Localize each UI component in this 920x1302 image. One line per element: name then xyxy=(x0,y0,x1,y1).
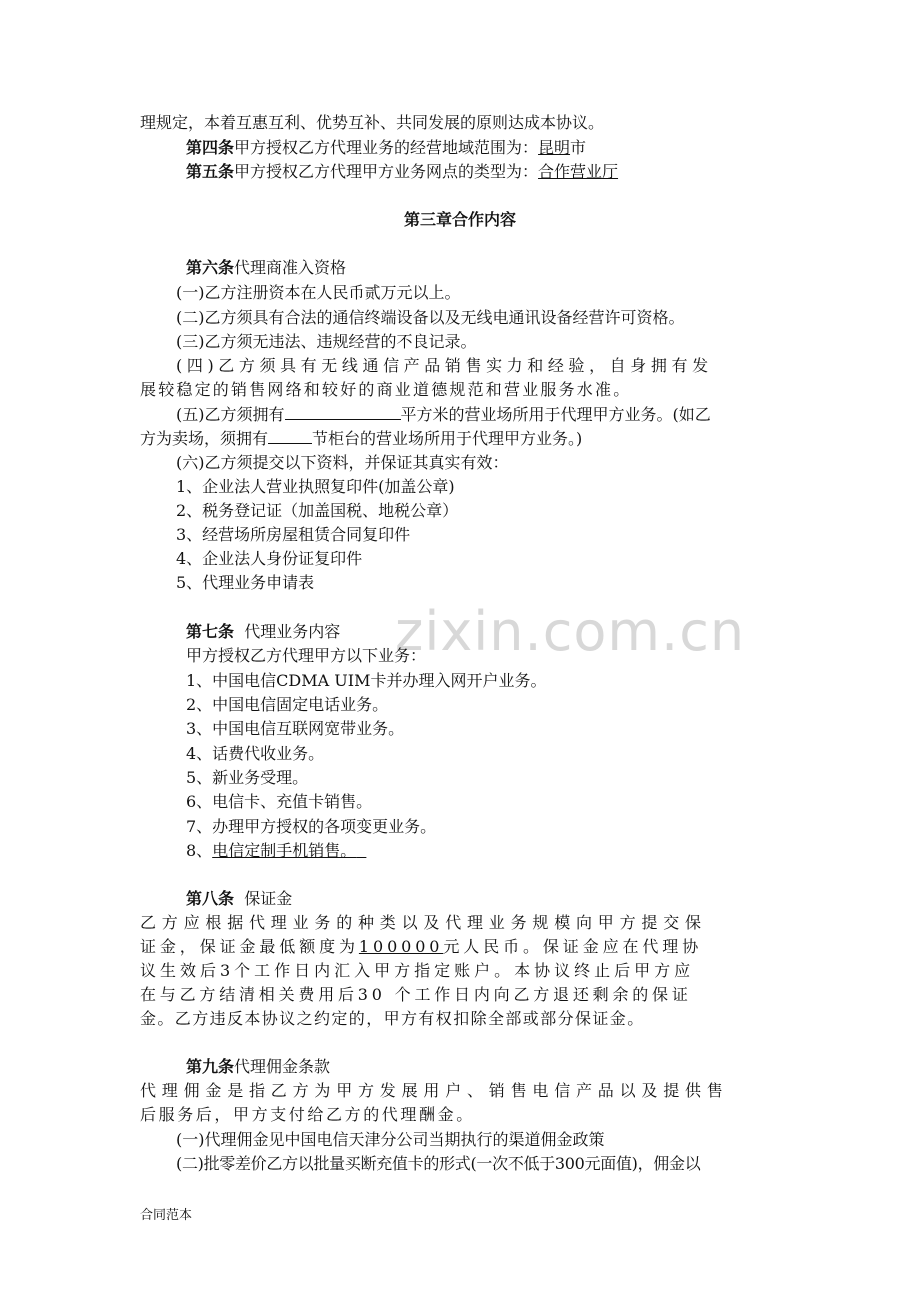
clause-line: (二)乙方须具有合法的通信终端设备以及无线电通讯设备经营许可资格。 xyxy=(176,308,685,327)
article-9-heading: 第九条代理佣金条款 xyxy=(186,1057,331,1076)
clause-line: (三)乙方须无违法、违规经营的不良记录。 xyxy=(176,332,477,351)
list-item: 1、企业法人营业执照复印件(加盖公章) xyxy=(176,477,455,496)
article-label: 第八条 xyxy=(186,889,235,908)
area-blank xyxy=(285,405,401,420)
clause-line: (一)代理佣金见中国电信天津分公司当期执行的渠道佣金政策 xyxy=(176,1130,605,1149)
list-item: 6、电信卡、充值卡销售。 xyxy=(186,792,373,811)
list-item: 7、办理甲方授权的各项变更业务。 xyxy=(186,817,437,836)
clause-line: 方为卖场，须拥有 节柜台的营业场所用于代理甲方业务。) xyxy=(140,429,583,448)
clause-line: 在与乙方结清相关费用后30 个工作日内向乙方退还剩余的保证 xyxy=(140,985,692,1004)
article-7-heading: 第七条 代理业务内容 xyxy=(186,622,341,641)
list-item: 3、经营场所房屋租赁合同复印件 xyxy=(176,525,411,544)
list-item: 4、话费代收业务。 xyxy=(186,744,325,763)
clause-line: 展较稳定的销售网络和较好的商业道德规范和营业服务水准。 xyxy=(140,380,632,399)
clause-line: (五)乙方须拥有 平方米的营业场所用于代理甲方业务。(如乙 xyxy=(176,405,711,424)
list-item: 8、电信定制手机销售。 xyxy=(186,841,357,860)
clause-line: 金。乙方违反本协议之约定的，甲方有权扣除全部或部分保证金。 xyxy=(140,1009,645,1028)
article-5: 第五条甲方授权乙方代理甲方业务网点的类型为：合作营业厅 xyxy=(186,162,619,181)
clause-line: 议生效后3个工作日内汇入甲方指定账户。本协议终止后甲方应 xyxy=(140,961,695,980)
clause-line: (六)乙方须提交以下资料，并保证其真实有效： xyxy=(176,453,509,472)
article-label: 第六条 xyxy=(186,258,235,277)
deposit-amount: 100000 xyxy=(358,937,444,956)
article-4: 第四条甲方授权乙方代理业务的经营地域范围为：昆明市 xyxy=(186,138,587,157)
clause-line: 代理佣金是指乙方为甲方发展用户、销售电信产品以及提供售 xyxy=(140,1081,729,1100)
region-value: 昆明 xyxy=(538,138,571,157)
article-6-heading: 第六条代理商准入资格 xyxy=(186,258,347,277)
list-item: 5、代理业务申请表 xyxy=(176,573,315,592)
article-label: 第四条 xyxy=(186,138,235,157)
clause-line: (二)批零差价乙方以批量买断充值卡的形式(一次不低于300元面值)，佣金以 xyxy=(176,1154,701,1173)
watermark: zixin.com.cn xyxy=(395,600,746,663)
article-label: 第五条 xyxy=(186,162,235,181)
chapter-heading: 第三章合作内容 xyxy=(403,210,516,229)
page-footer: 合同范本 xyxy=(140,1208,193,1223)
clause-line: 乙方应根据代理业务的种类以及代理业务规模向甲方提交保 xyxy=(140,913,707,932)
list-item: 5、新业务受理。 xyxy=(186,768,309,787)
article-label: 第七条 xyxy=(186,622,235,641)
clause-line: (一)乙方注册资本在人民币贰万元以上。 xyxy=(176,283,461,302)
counter-blank xyxy=(268,429,312,444)
article-label: 第九条 xyxy=(186,1057,235,1076)
clause-line: (四)乙方须具有无线通信产品销售实力和经验，自身拥有发 xyxy=(176,356,713,375)
clause-line: 甲方授权乙方代理甲方以下业务： xyxy=(186,646,427,665)
clause-line: 后服务后，甲方支付给乙方的代理酬金。 xyxy=(140,1105,475,1124)
outlet-type-value: 合作营业厅 xyxy=(538,162,619,181)
list-item: 2、中国电信固定电话业务。 xyxy=(186,695,389,714)
list-item: 2、税务登记证（加盖国税、地税公章） xyxy=(176,501,459,520)
list-item: 3、中国电信互联网宽带业务。 xyxy=(186,719,405,738)
article-8-heading: 第八条 保证金 xyxy=(186,889,293,908)
list-item: 1、中国电信CDMA UIM卡并办理入网开户业务。 xyxy=(186,671,547,690)
clause-line: 证金，保证金最低额度为100000元人民币。保证金应在代理协 xyxy=(140,937,703,956)
list-item: 4、企业法人身份证复印件 xyxy=(176,549,363,568)
paragraph-line: 理规定，本着互惠互利、优势互补、共同发展的原则达成本协议。 xyxy=(140,113,605,132)
